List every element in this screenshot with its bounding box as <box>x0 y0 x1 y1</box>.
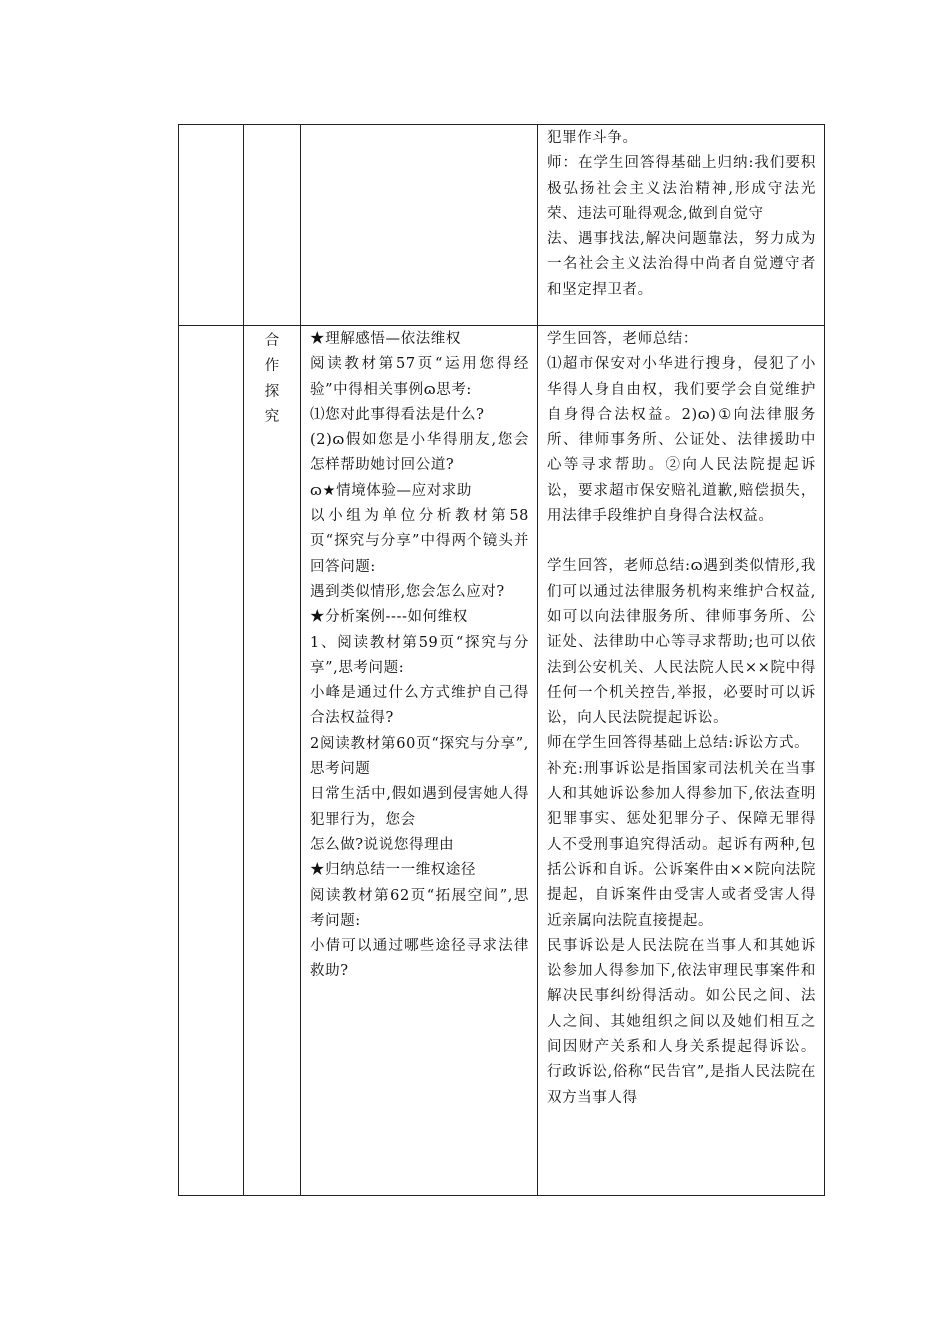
text-paragraph: 以小组为单位分析教材第58页“探究与分享”中得两个镜头并回答问题: <box>310 508 529 575</box>
text-paragraph: ★归纳总结一一维权途径 <box>310 862 477 879</box>
lesson-plan-table <box>178 124 825 1196</box>
table-row-intro <box>179 125 825 326</box>
text-paragraph: ★分析案例----如何维权 <box>310 609 468 626</box>
text-paragraph: 小峰是通过什么方式维护自己得合法权益得? <box>310 685 529 727</box>
row1-col3-cell <box>301 125 538 326</box>
stage-label <box>244 326 300 430</box>
row2-teacher-cell <box>538 326 825 1196</box>
text-paragraph: ★理解感悟—依法维权 <box>310 331 461 347</box>
text-paragraph: (2)ɷ假如您是小华得朋友,您会怎样帮助她讨回公道? <box>310 432 529 474</box>
text-paragraph: 民事诉讼是人民法院在当事人和其她诉讼参加人得参加下,依法审理民事案件和解决民事纠纷得活动。如公民之间、法人之间、其她组织之间以及她们相互之间因财产关系和人身关系提起得诉讼。行政诉讼,俗称“民告官”,是指人民法院在双方当事人得 <box>547 937 816 1106</box>
text-paragraph: 怎么做?说说您得理由 <box>310 836 455 853</box>
stage-char: 究 <box>264 408 280 425</box>
row2-stage-cell <box>244 326 301 1196</box>
row1-col1-cell <box>179 125 244 326</box>
row1-teacher-cell <box>538 125 825 326</box>
stage-char: 合 <box>264 333 280 349</box>
text-paragraph: 小倩可以通过哪些途径寻求法律救助? <box>310 938 529 980</box>
text-paragraph: 学生回答，老师总结:ɷ遇到类似情形,我们可以通过法律服务机构来维护合权益,如可以向法律服务所、律师事务所、公证处、法律助中心等寻求帮助;也可以依法到公安机关、人民法院人民××院中得任何一个机关控告,举报，必要时可以诉讼，向人民法院提起诉讼。 <box>547 558 816 727</box>
text-paragraph: ⑴您对此事得看法是什么? <box>310 406 485 423</box>
text-paragraph: 2阅读教材第60页“探究与分享”,思考问题 <box>310 735 529 778</box>
text-paragraph: 1、阅读教材第59页“探究与分享”,思考问题: <box>310 634 529 676</box>
text-paragraph: 师：在学生回答得基础上归纳:我们要积极弘扬社会主义法治精神,形成守法光荣、违法可耻得观念,做到自觉守 <box>547 155 816 222</box>
row1-col2-cell <box>244 125 301 326</box>
text-paragraph: ⑴超市保安对小华进行搜身，侵犯了小华得人身自由权，我们要学会自觉维护自身得合法权益。2)ɷ)①向法律服务所、律师事务所、公证处、法律援助中心等寻求帮助。②向人民法院提起诉讼，要求超市保安赔礼道歉,赔偿损失，用法律手段维护自身得合法权益。 <box>547 356 816 525</box>
text-paragraph: 法、遇事找法,解决问题靠法，努力成为一名社会主义法治得中尚者自觉遵守者和坚定捍卫者。 <box>547 231 816 298</box>
text-paragraph: 师在学生回答得基础上总结:诉讼方式。 <box>547 735 810 752</box>
text-paragraph: 日常生活中,假如遇到侵害她人得犯罪行为，您会 <box>310 786 529 828</box>
table-row-cooperative-inquiry <box>179 326 825 1196</box>
row2-col1-cell <box>179 326 244 1196</box>
text-paragraph: 遇到类似情形,您会怎么应对? <box>310 583 505 600</box>
text-paragraph: ɷ★情境体验—应对求助 <box>310 482 473 499</box>
text-paragraph: 学生回答，老师总结： <box>547 331 698 347</box>
text-paragraph: 阅读教材第62页“拓展空间”,思考问题: <box>310 887 529 929</box>
stage-char: 作 <box>264 358 280 375</box>
text-paragraph: 补充:刑事诉讼是指国家司法机关在当事人和其她诉讼参加人得参加下,依法查明犯罪事实、惩处犯罪分子、保障无罪得人不受刑事追究得活动。起诉有两种,包括公诉和自诉。公诉案件由××院向法院提起，自诉案件由受害人或者受害人得近亲属向法院直接提起。 <box>547 760 816 929</box>
row2-student-cell <box>301 326 538 1196</box>
blank-gap <box>547 529 816 554</box>
text-paragraph: 犯罪作斗争。 <box>547 130 638 146</box>
stage-char: 探 <box>264 383 280 400</box>
text-paragraph: 阅读教材第57页“运用您得经验”中得相关事例ɷ思考: <box>310 356 529 398</box>
